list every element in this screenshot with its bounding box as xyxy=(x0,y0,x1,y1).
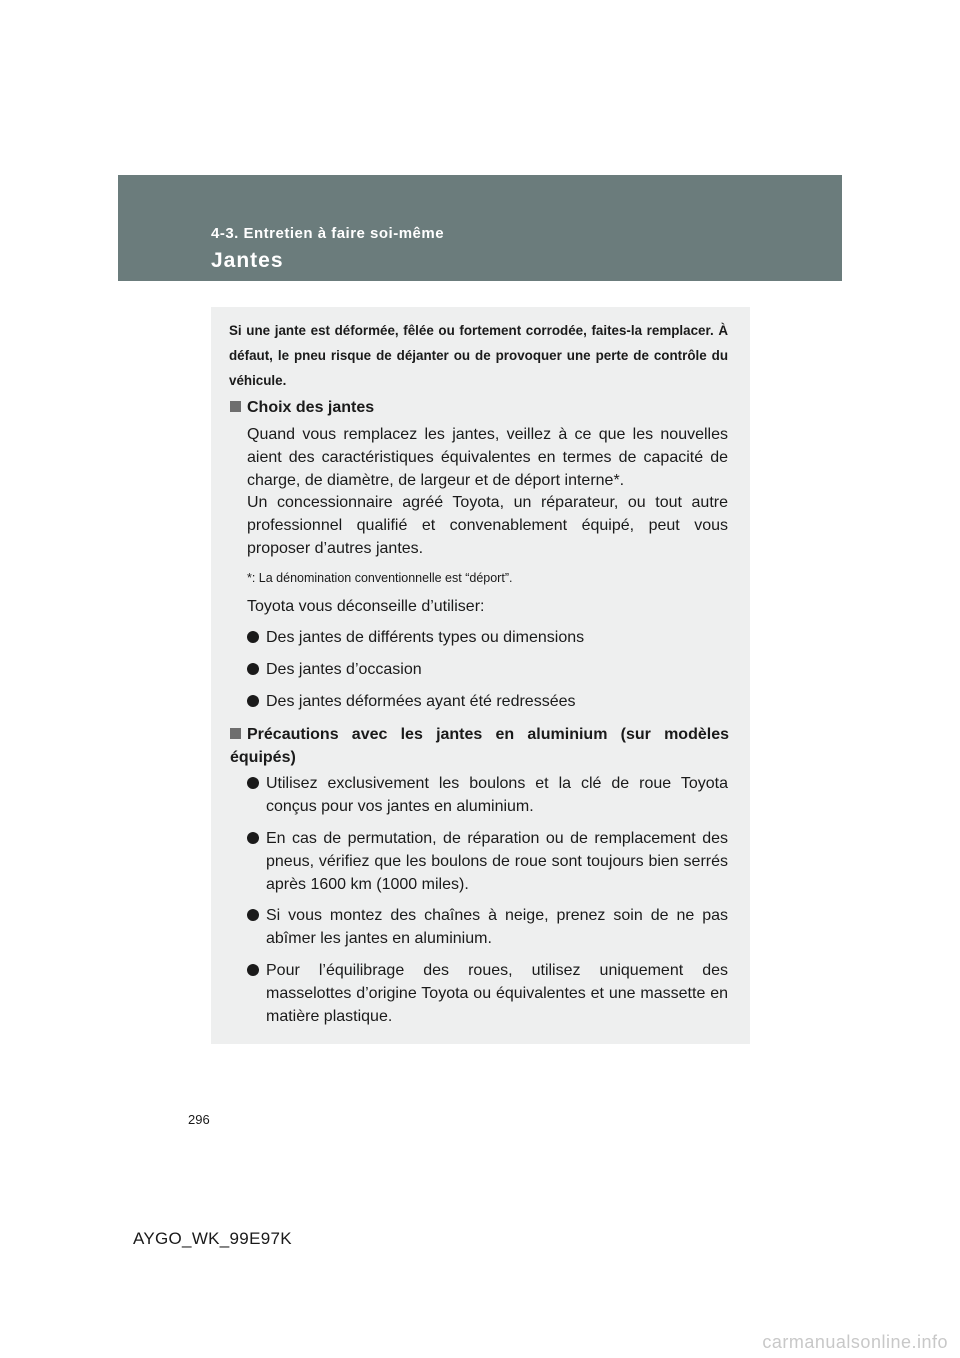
list-item xyxy=(247,772,728,818)
list-item-text: Des jantes de différents types ou dimensions xyxy=(266,629,585,646)
paragraph-dealer: Un concessionnaire agréé Toyota, un réparateur, ou tout autre professionnel qualifié et convenablement équipé, peut vous proposer d’autres jantes. xyxy=(247,494,728,557)
bullet-dot-icon xyxy=(247,777,259,789)
section-label: 4-3. Entretien à faire soi-même xyxy=(211,225,445,242)
bullet-dot-icon xyxy=(247,964,259,976)
bullet-dot-icon xyxy=(247,832,259,844)
square-bullet-icon xyxy=(230,401,241,412)
document-code: AYGO_WK_99E97K xyxy=(133,1229,292,1248)
list-item-text: En cas de permutation, de réparation ou de remplacement des pneus, vérifiez que les boulons de roue sont toujours bien serrés après 1600 km (1000 miles). xyxy=(266,830,728,893)
list-item xyxy=(247,827,728,896)
page-title: Jantes xyxy=(211,249,284,272)
bullet-dot-icon xyxy=(247,631,259,643)
list-item xyxy=(247,904,728,950)
intro-warning: Si une jante est déformée, fêlée ou fortement corrodée, faites-la remplacer. À défaut, le pneu risque de déjanter ou de provoquer une perte de contrôle du véhicule. xyxy=(229,323,728,388)
heading-precautions-aluminium xyxy=(230,723,729,769)
page-number: 296 xyxy=(188,1112,210,1127)
list-item xyxy=(247,690,728,713)
footnote: *: La dénomination conventionnelle est “déport”. xyxy=(247,571,513,585)
content-box xyxy=(211,307,750,1044)
bullet-dot-icon xyxy=(247,695,259,707)
watermark: carmanualsonline.info xyxy=(762,1332,948,1352)
paragraph-replacement: Quand vous remplacez les jantes, veillez à ce que les nouvelles aient des caractéristiques équivalentes en termes de capacité de charge, de diamètre, de largeur et de déport interne*. xyxy=(247,426,728,489)
list-item-text: Utilisez exclusivement les boulons et la clé de roue Toyota conçus pour vos jantes en aluminium. xyxy=(266,775,728,815)
lead-text: Toyota vous déconseille d’utiliser: xyxy=(247,598,485,615)
list-item xyxy=(247,658,728,681)
list-item xyxy=(247,959,728,1028)
list-item-text: Pour l’équilibrage des roues, utilisez uniquement des masselottes d’origine Toyota ou équivalentes et une massette en matière plastique. xyxy=(266,962,728,1025)
bullet-dot-icon xyxy=(247,909,259,921)
heading-choix-des-jantes xyxy=(230,396,374,419)
list-item-text: Si vous montez des chaînes à neige, prenez soin de ne pas abîmer les jantes en aluminium. xyxy=(266,907,728,947)
list-item-text: Des jantes déformées ayant été redressées xyxy=(266,693,576,710)
bullet-dot-icon xyxy=(247,663,259,675)
square-bullet-icon xyxy=(230,728,241,739)
heading-text: Précautions avec les jantes en aluminium (sur modèles équipés) xyxy=(230,726,729,766)
list-item-text: Des jantes d’occasion xyxy=(266,661,422,678)
heading-text: Choix des jantes xyxy=(247,399,375,416)
list-item xyxy=(247,626,728,649)
header-band xyxy=(118,175,842,281)
